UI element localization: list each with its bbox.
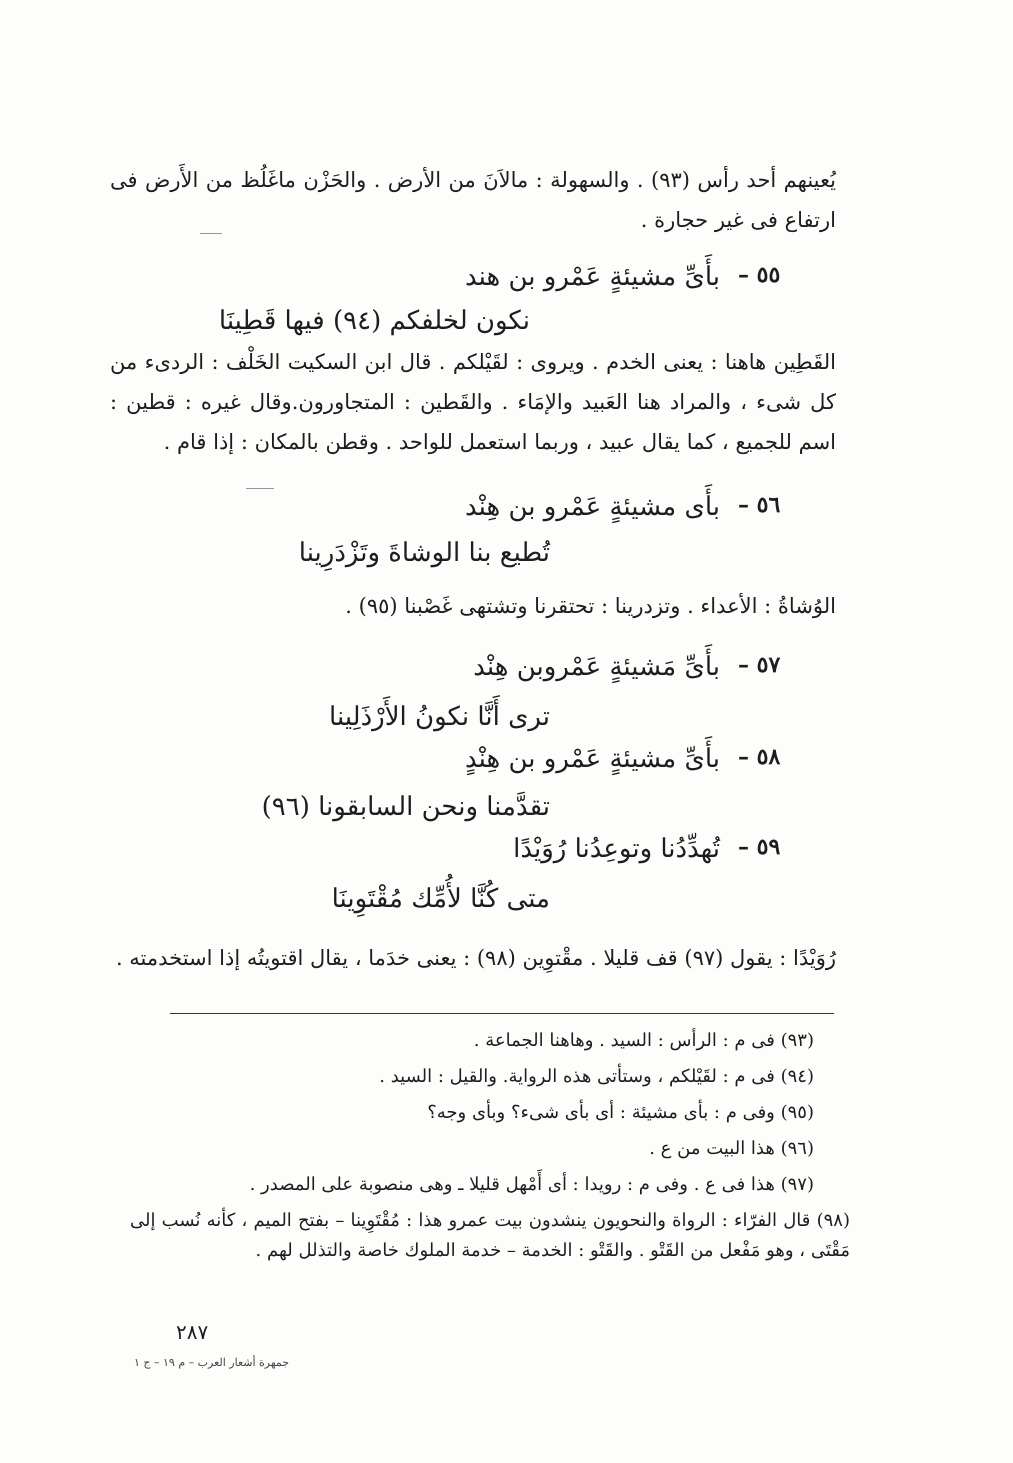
verse-hemistich-1: بأَىِّ مشيئةٍ عَمْرو بن هِنْدٍ	[465, 744, 720, 774]
commentary-59: رُوَيْدًا : يقول (٩٧) قف قليلا . مقْتوِين (٩٨) : يعنى خدَما ، يقال اقتويتُه إذا استخدمته .	[115, 946, 836, 970]
verse-number: ٥٩ –	[738, 834, 781, 860]
page-number: ٢٨٧	[176, 1320, 209, 1344]
verse-hemistich-1: بأَى مشيئةٍ عَمْرو بن هِنْد	[465, 492, 720, 522]
verse-hemistich-1: بأَىِّ مَشيئةٍ عَمْروبن هِنْد	[473, 652, 720, 682]
verse-hemistich-1: تُهدِّدُنا وتوعِدُنا رُوَيْدًا	[513, 834, 720, 864]
footnote-separator	[170, 1013, 834, 1014]
commentary-55: القَطِين هاهنا : يعنى الخدم . ويروى : لقَيْلكم . قال ابن السكيت الخَلْف : الردىء من كل شىء ، والمراد هنا العَبيد والإمَاء . والقَطين : المتجاورون.وقال غيره : قطين : اسم للجميع ، كما يقال عبيد ، وربما استعمل للواحد . وقطن بالمكان : إذا قام .	[110, 350, 836, 454]
verse-number: ٥٧ –	[738, 652, 781, 678]
page-footer: جمهرة أشعار العرب – م ١٩ – ج ١	[134, 1356, 290, 1369]
verse-hemistich-2: متى كُنَّا لأُمِّك مُقْتَوِينَا	[331, 884, 550, 914]
verse-hemistich-2: نكون لخلفكم (٩٤) فيها قَطِينَا	[218, 306, 530, 336]
pencil-mark	[246, 488, 274, 489]
footnote: (٩٦) هذا البيت من ع .	[649, 1138, 814, 1159]
verse-hemistich-1: بأَىِّ مشيئةٍ عَمْرو بن هند	[465, 262, 720, 292]
verse-number: ٥٥ –	[738, 262, 781, 288]
verse-hemistich-2: تُطيع بنا الوشاةَ وتَزْدَرِينا	[298, 538, 550, 568]
footnote: (٩٣) فى م : الرأس : السيد . وهاهنا الجماعة .	[473, 1030, 814, 1051]
commentary-56: الوُشاةُ : الأعداء . وتزدرينا : تحتقرنا وتشتهى غَصْبنا (٩٥) .	[345, 594, 836, 618]
footnote: (٩٤) فى م : لقَيْلكم ، وستأتى هذه الرواية. والقيل : السيد .	[379, 1066, 814, 1087]
verse-hemistich-2: ترى أَنَّا نكونُ الأَرْذَلِينا	[329, 702, 550, 732]
intro-paragraph: يُعينهم أحد رأس (٩٣) . والسهولة : مالاَنَ من الأرض . والحَزْن ماغَلُظ من الأَرض فى ارتفاع فى غير حجارة .	[110, 168, 836, 232]
pencil-mark	[200, 233, 222, 234]
verse-number: ٥٨ –	[738, 744, 781, 770]
verse-hemistich-2: تقدَّمنا ونحن السابقونا (٩٦)	[261, 792, 550, 822]
footnote: (٩٥) وفى م : بأى مشيئة : أى بأى شىء؟ وبأى وجه؟	[427, 1102, 814, 1123]
verse-number: ٥٦ –	[738, 492, 781, 518]
footnote: (٩٨) قال الفرّاء : الرواة والنحويون ينشدون بيت عمرو هذا : مُقْتَوِينا – بفتح الميم ، كأنه نُسب إلى مَقْتَى ، وهو مَفْعل من القَتْو . والقَتْو : الخدمة – خدمة الملوك خاصة والتذلل لهم .	[130, 1210, 850, 1261]
footnote: (٩٧) هذا فى ع . وفى م : رويدا : أى أَمْهل قليلا ـ وهى منصوبة على المصدر .	[249, 1174, 814, 1195]
